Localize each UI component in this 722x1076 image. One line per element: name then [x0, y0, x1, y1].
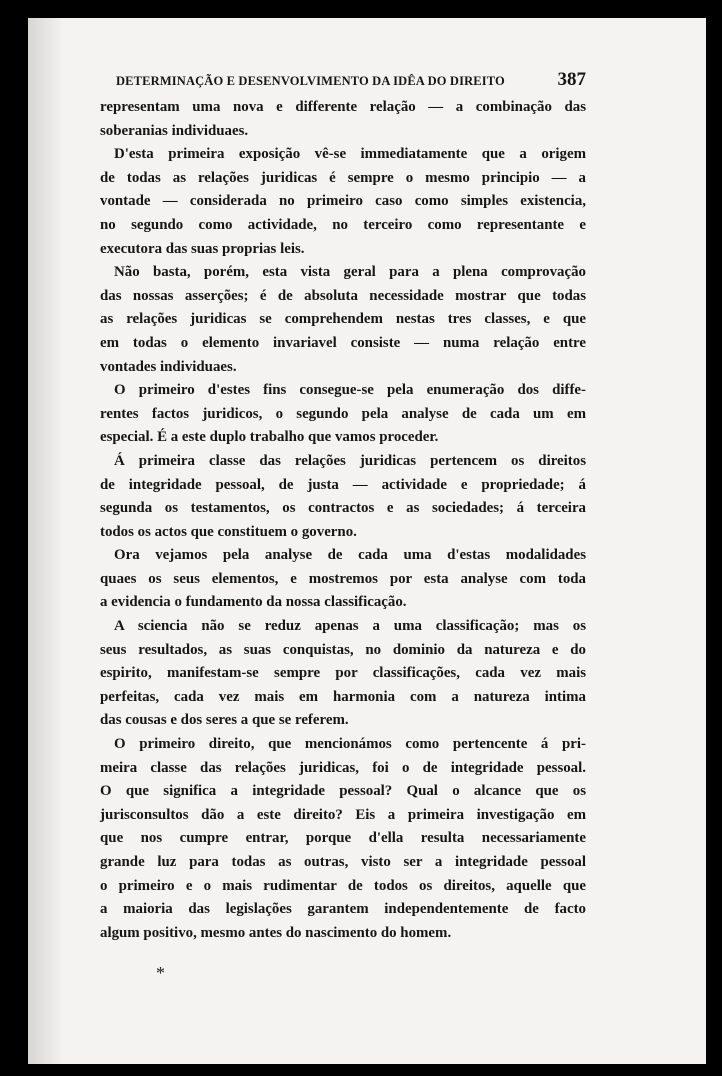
page-edge-shadow [28, 18, 64, 1064]
text-line: jurisconsultos dão a este direito? Eis a primeira investigação em [100, 806, 586, 823]
text-line: das cousas e dos seres a que se referem. [100, 712, 349, 729]
book-page [28, 18, 706, 1064]
text-line: Á primeira classe das relações juridicas pertencem os direitos [114, 452, 586, 469]
paragraph [100, 261, 586, 379]
text-line: espirito, manifestam-se sempre por classificações, cada vez mais [100, 665, 586, 682]
text-line: perfeitas, cada vez mais em harmonia com a natureza intima [100, 688, 586, 705]
text-line: meira classe das relações juridicas, foi o de integridade pessoal. [100, 759, 586, 776]
text-line: de integridade pessoal, de justa — actividade e propriedade; á [100, 476, 586, 493]
text-line: Não basta, porém, esta vista geral para a plena comprovação [114, 264, 586, 281]
text-line: A sciencia não se reduz apenas a uma classificação; mas os [114, 618, 586, 635]
text-line: as relações juridicas se comprehendem nestas tres classes, e que [100, 311, 586, 328]
body-text [100, 96, 586, 945]
text-line: vontades individuaes. [100, 358, 237, 375]
text-line: Ora vejamos pela analyse de cada uma d'estas modalidades [114, 547, 586, 564]
running-header [116, 69, 586, 91]
text-line: seus resultados, as suas conquistas, no dominio da natureza e do [100, 641, 586, 658]
text-line: o primeiro e o mais rudimentar de todos os direitos, aquelle que [100, 877, 586, 894]
text-line: executora das suas proprias leis. [100, 240, 305, 257]
text-line: quaes os seus elementos, e mostremos por esta analyse com toda [100, 570, 586, 587]
footnote-mark: * [156, 963, 165, 983]
page-number: 387 [557, 69, 586, 90]
text-line: vontade — considerada no primeiro caso como simples existencia, [100, 193, 586, 210]
running-title: DETERMINAÇÃO E DESENVOLVIMENTO DA IDÊA DO DIREITO [116, 74, 505, 88]
text-line: no segundo como actividade, no terceiro como representante e [100, 216, 586, 233]
paragraph [100, 143, 586, 261]
text-line: que nos cumpre entrar, porque d'ella resulta necessariamente [100, 830, 586, 847]
text-line: em todas o elemento invariavel consiste — numa relação entre [100, 334, 586, 351]
text-line: O primeiro direito, que mencionámos como pertencente á pri- [114, 736, 586, 753]
text-line: todos os actos que constituem o governo. [100, 523, 357, 540]
paragraph [100, 379, 586, 450]
text-line: soberanias individuaes. [100, 122, 249, 139]
text-line: de todas as relações juridicas é sempre o mesmo principio — a [100, 169, 586, 186]
paragraph [100, 96, 586, 143]
text-line: rentes factos juridicos, o segundo pela analyse de cada um em [100, 405, 586, 422]
paragraph [100, 544, 586, 615]
paragraph [100, 733, 586, 945]
paragraph [100, 615, 586, 733]
text-line: O primeiro d'estes fins consegue-se pela enumeração dos diffe- [114, 382, 586, 399]
text-line: especial. É a este duplo trabalho que vamos proceder. [100, 429, 439, 446]
text-line: a maioria das legislações garantem independentemente de facto [100, 901, 586, 918]
text-line: das nossas asserções; é de absoluta necessidade mostrar que todas [100, 287, 586, 304]
paragraph [100, 450, 586, 544]
text-line: D'esta primeira exposição vê-se immediatamente que a origem [114, 146, 586, 163]
text-line: representam uma nova e differente relação — a combinação das [100, 99, 586, 115]
text-line: a evidencia o fundamento da nossa classificação. [100, 594, 407, 611]
text-line: algum positivo, mesmo antes do nascimento do homem. [100, 924, 452, 941]
text-line: grande luz para todas as outras, visto ser a integridade pessoal [100, 854, 586, 870]
text-line: O que significa a integridade pessoal? Qual o alcance que os [100, 783, 586, 800]
text-line: segunda os testamentos, os contractos e as sociedades; á terceira [100, 500, 586, 517]
